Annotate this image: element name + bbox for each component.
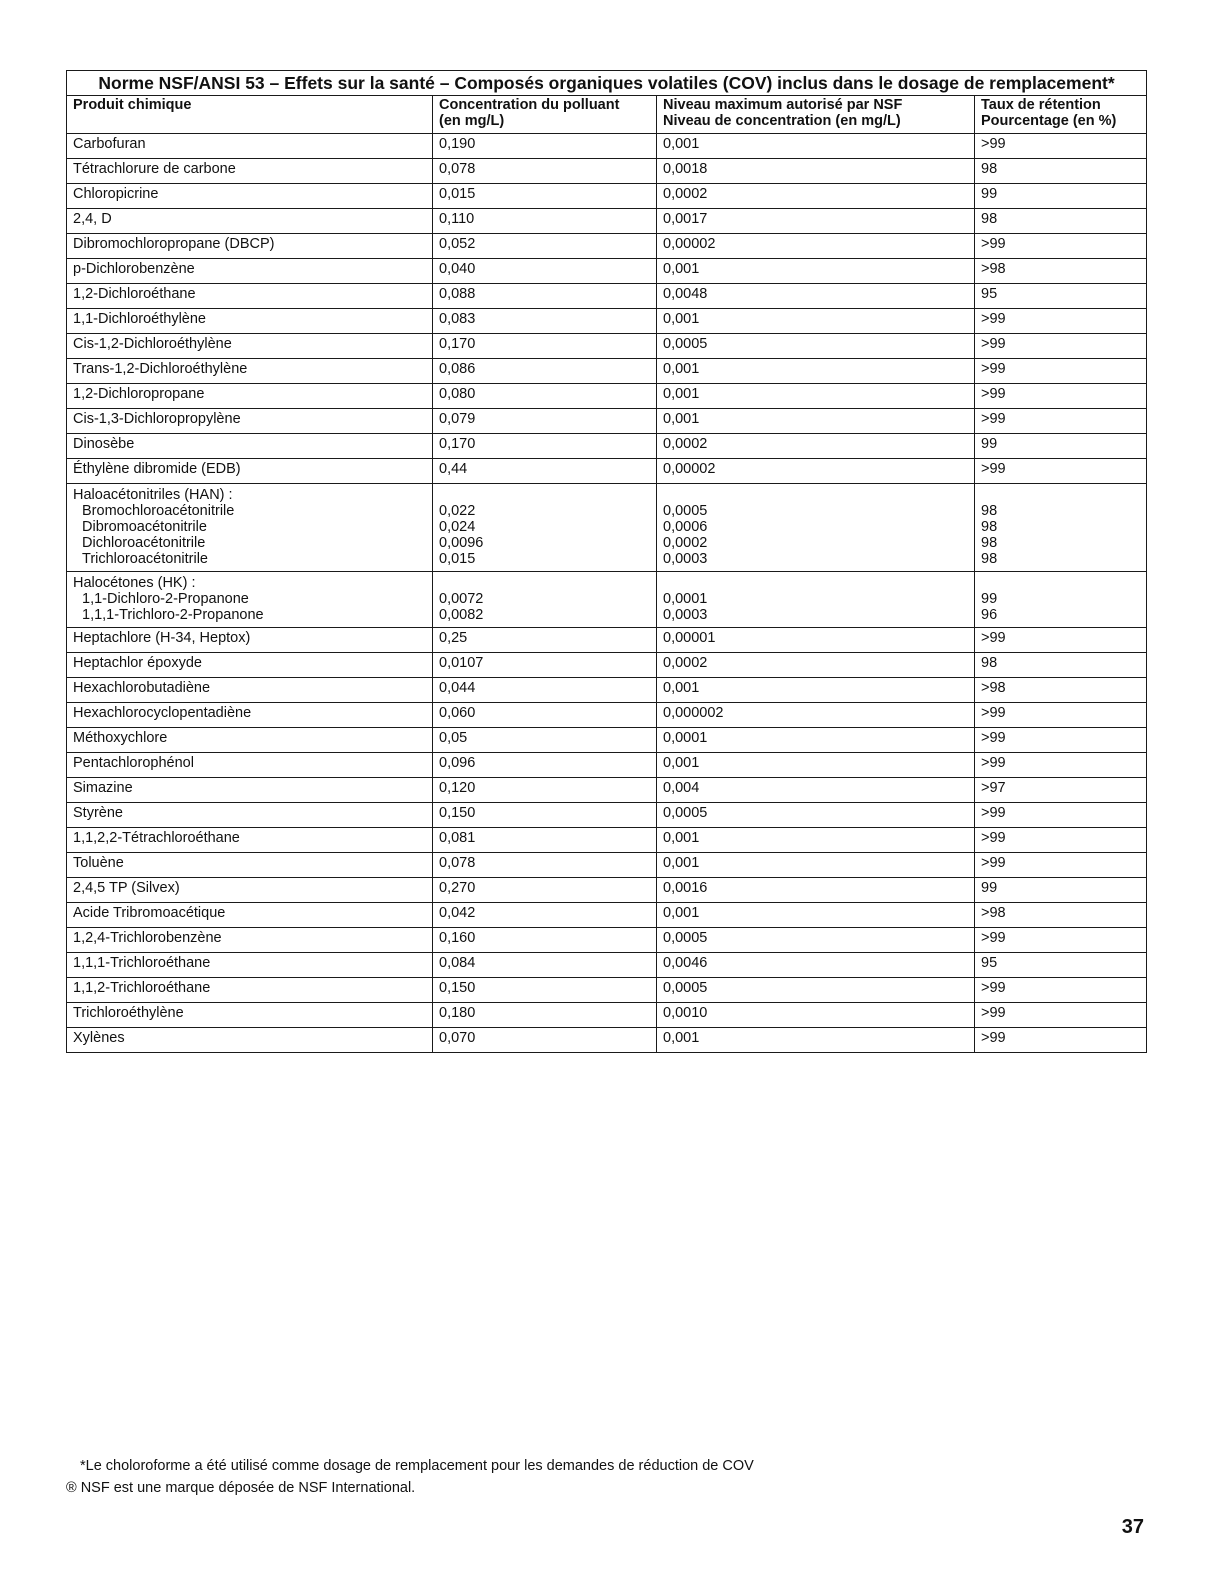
cell-chemical	[67, 484, 433, 572]
cell-max-level: 0,00002	[657, 459, 975, 484]
table-row	[67, 803, 1147, 828]
footnote-chloroform: *Le choloroforme a été utilisé comme dosage de remplacement pour les demandes de réduction de COV	[80, 1458, 754, 1474]
cell-reduction: 95	[975, 284, 1147, 309]
group-item-value: 0,0002	[663, 535, 708, 551]
cell-max-level: 0,00002	[657, 234, 975, 259]
header-line: (en mg/L)	[439, 113, 505, 129]
page-number: 37	[1121, 1516, 1144, 1538]
group-item-value: 96	[981, 607, 998, 623]
cell-max-level: 0,000002	[657, 703, 975, 728]
group-item-value: 0,0082	[439, 607, 484, 623]
footnote-trademark: ® NSF est une marque déposée de NSF International.	[66, 1480, 416, 1496]
cell-max-level: 0,001	[657, 828, 975, 853]
cell-max-level: 0,001	[657, 409, 975, 434]
cell-reduction: >99	[975, 703, 1147, 728]
cell-concentration	[433, 572, 657, 628]
group-label: Haloacétonitriles (HAN) :	[73, 487, 233, 503]
cell-chemical: Heptachlor époxyde	[67, 653, 433, 678]
cell-reduction: >99	[975, 409, 1147, 434]
cell-max-level: 0,0005	[657, 978, 975, 1003]
cell-max-level: 0,0046	[657, 953, 975, 978]
cell-reduction: >99	[975, 234, 1147, 259]
cell-max-level: 0,001	[657, 678, 975, 703]
group-item-value: 98	[981, 519, 998, 535]
table-group-row	[67, 572, 1147, 628]
cell-reduction: >99	[975, 384, 1147, 409]
cell-chemical: Tétrachlorure de carbone	[67, 159, 433, 184]
cell-reduction: >99	[975, 753, 1147, 778]
cell-concentration: 0,015	[433, 184, 657, 209]
group-item-name: 1,1-Dichloro-2-Propanone	[82, 591, 249, 607]
cell-concentration: 0,25	[433, 628, 657, 653]
table-row	[67, 1003, 1147, 1028]
table-row	[67, 878, 1147, 903]
cell-concentration: 0,040	[433, 259, 657, 284]
cell-reduction: 98	[975, 653, 1147, 678]
table-row	[67, 159, 1147, 184]
table-row	[67, 978, 1147, 1003]
cell-concentration: 0,120	[433, 778, 657, 803]
cell-chemical: Carbofuran	[67, 134, 433, 159]
group-item-value: 99	[981, 591, 998, 607]
cell-max-level: 0,001	[657, 309, 975, 334]
cell-max-level: 0,001	[657, 903, 975, 928]
table-row	[67, 384, 1147, 409]
cell-concentration: 0,170	[433, 434, 657, 459]
group-item-value: 0,022	[439, 503, 476, 519]
cell-reduction: >97	[975, 778, 1147, 803]
cell-chemical: Pentachlorophénol	[67, 753, 433, 778]
cell-max-level: 0,001	[657, 359, 975, 384]
cell-chemical: Cis-1,2-Dichloroéthylène	[67, 334, 433, 359]
cell-chemical: Dibromochloropropane (DBCP)	[67, 234, 433, 259]
header-line: Produit chimique	[73, 97, 192, 113]
cell-max-level: 0,00001	[657, 628, 975, 653]
cell-max-level: 0,0005	[657, 928, 975, 953]
cell-concentration: 0,080	[433, 384, 657, 409]
cell-chemical: Xylènes	[67, 1028, 433, 1053]
cell-concentration: 0,05	[433, 728, 657, 753]
cell-chemical: 1,2-Dichloroéthane	[67, 284, 433, 309]
cell-max-level	[657, 572, 975, 628]
cell-reduction: >99	[975, 803, 1147, 828]
cell-concentration: 0,096	[433, 753, 657, 778]
table-row	[67, 284, 1147, 309]
cell-concentration: 0,44	[433, 459, 657, 484]
cell-max-level: 0,004	[657, 778, 975, 803]
table-row	[67, 753, 1147, 778]
cell-max-level: 0,001	[657, 259, 975, 284]
cell-reduction: >99	[975, 978, 1147, 1003]
group-item-value: 98	[981, 535, 998, 551]
cell-reduction: 99	[975, 878, 1147, 903]
cell-reduction: >98	[975, 903, 1147, 928]
cell-max-level: 0,0002	[657, 653, 975, 678]
cell-max-level: 0,001	[657, 853, 975, 878]
cell-chemical: Simazine	[67, 778, 433, 803]
cell-concentration: 0,150	[433, 803, 657, 828]
cell-max-level: 0,0018	[657, 159, 975, 184]
table-row	[67, 728, 1147, 753]
cell-reduction	[975, 484, 1147, 572]
cell-chemical: Styrène	[67, 803, 433, 828]
header-line: Niveau maximum autorisé par NSF	[663, 97, 903, 113]
cell-reduction: >99	[975, 1003, 1147, 1028]
cell-chemical: 1,1,1-Trichloroéthane	[67, 953, 433, 978]
table-row	[67, 828, 1147, 853]
cell-concentration: 0,110	[433, 209, 657, 234]
cell-max-level: 0,0005	[657, 803, 975, 828]
header-line: Taux de rétention	[981, 97, 1101, 113]
cell-concentration: 0,150	[433, 978, 657, 1003]
cell-chemical: 1,1,2-Trichloroéthane	[67, 978, 433, 1003]
cell-concentration: 0,270	[433, 878, 657, 903]
voc-reduction-table	[66, 70, 1147, 1053]
group-item-value: 0,0072	[439, 591, 484, 607]
table-title: Norme NSF/ANSI 53 – Effets sur la santé – Composés organiques volatiles (COV) inclus dans le dosage de remplacement*	[67, 71, 1147, 96]
table-header-row	[67, 96, 1147, 134]
cell-max-level: 0,0017	[657, 209, 975, 234]
table-row	[67, 184, 1147, 209]
cell-chemical: Chloropicrine	[67, 184, 433, 209]
cell-max-level: 0,0002	[657, 184, 975, 209]
cell-concentration: 0,0107	[433, 653, 657, 678]
table-row	[67, 928, 1147, 953]
cell-concentration: 0,052	[433, 234, 657, 259]
cell-concentration: 0,060	[433, 703, 657, 728]
cell-concentration: 0,088	[433, 284, 657, 309]
cell-chemical: Heptachlore (H-34, Heptox)	[67, 628, 433, 653]
group-item-value: 0,0096	[439, 535, 484, 551]
cell-chemical: 1,1-Dichloroéthylène	[67, 309, 433, 334]
group-item-value: 0,0001	[663, 591, 708, 607]
cell-reduction: >99	[975, 334, 1147, 359]
cell-reduction: >99	[975, 853, 1147, 878]
cell-concentration: 0,190	[433, 134, 657, 159]
cell-reduction: >99	[975, 928, 1147, 953]
cell-reduction: >99	[975, 134, 1147, 159]
table-row	[67, 359, 1147, 384]
cell-chemical: p-Dichlorobenzène	[67, 259, 433, 284]
cell-max-level: 0,001	[657, 134, 975, 159]
table-row	[67, 134, 1147, 159]
cell-reduction: 95	[975, 953, 1147, 978]
table-row	[67, 234, 1147, 259]
group-item-value: 0,0003	[663, 551, 708, 567]
group-item-value: 0,024	[439, 519, 476, 535]
cell-chemical: Hexachlorocyclopentadiène	[67, 703, 433, 728]
cell-reduction: 98	[975, 209, 1147, 234]
cell-chemical: Méthoxychlore	[67, 728, 433, 753]
cell-max-level: 0,0016	[657, 878, 975, 903]
cell-chemical	[67, 572, 433, 628]
table-row	[67, 678, 1147, 703]
cell-chemical: 2,4, D	[67, 209, 433, 234]
table-row	[67, 903, 1147, 928]
header-concentration	[433, 96, 657, 134]
cell-max-level: 0,0010	[657, 1003, 975, 1028]
cell-chemical: Trans-1,2-Dichloroéthylène	[67, 359, 433, 384]
cell-chemical: Dinosèbe	[67, 434, 433, 459]
table-row	[67, 653, 1147, 678]
cell-reduction: >98	[975, 678, 1147, 703]
cell-max-level: 0,0002	[657, 434, 975, 459]
cell-concentration: 0,078	[433, 159, 657, 184]
cell-max-level	[657, 484, 975, 572]
cell-reduction: >99	[975, 459, 1147, 484]
group-item-value: 98	[981, 551, 998, 567]
table-row	[67, 209, 1147, 234]
cell-concentration: 0,079	[433, 409, 657, 434]
group-item-name: Dichloroacétonitrile	[82, 535, 206, 551]
table-row	[67, 409, 1147, 434]
cell-max-level: 0,0005	[657, 334, 975, 359]
cell-max-level: 0,0001	[657, 728, 975, 753]
cell-max-level: 0,001	[657, 753, 975, 778]
cell-concentration: 0,070	[433, 1028, 657, 1053]
table-row	[67, 703, 1147, 728]
group-item-value: 0,015	[439, 551, 476, 567]
cell-chemical: 2,4,5 TP (Silvex)	[67, 878, 433, 903]
table-row	[67, 778, 1147, 803]
table-row	[67, 853, 1147, 878]
cell-concentration: 0,042	[433, 903, 657, 928]
table-row	[67, 953, 1147, 978]
group-label: Halocétones (HK) :	[73, 575, 196, 591]
cell-max-level: 0,001	[657, 1028, 975, 1053]
header-line: Niveau de concentration (en mg/L)	[663, 113, 901, 129]
table-row	[67, 259, 1147, 284]
table-row	[67, 434, 1147, 459]
table-row	[67, 459, 1147, 484]
table-row	[67, 628, 1147, 653]
cell-reduction	[975, 572, 1147, 628]
cell-chemical: Acide Tribromoacétique	[67, 903, 433, 928]
header-reduction	[975, 96, 1147, 134]
cell-concentration: 0,180	[433, 1003, 657, 1028]
group-item-name: Dibromoacétonitrile	[82, 519, 207, 535]
cell-reduction: 98	[975, 159, 1147, 184]
cell-chemical: Cis-1,3-Dichloropropylène	[67, 409, 433, 434]
cell-max-level: 0,001	[657, 384, 975, 409]
header-line: Pourcentage (en %)	[981, 113, 1117, 129]
cell-chemical: Éthylène dibromide (EDB)	[67, 459, 433, 484]
cell-concentration: 0,170	[433, 334, 657, 359]
cell-concentration: 0,078	[433, 853, 657, 878]
cell-concentration: 0,083	[433, 309, 657, 334]
header-chemical	[67, 96, 433, 134]
cell-reduction: 99	[975, 434, 1147, 459]
cell-chemical: Trichloroéthylène	[67, 1003, 433, 1028]
cell-chemical: Hexachlorobutadiène	[67, 678, 433, 703]
group-item-value: 0,0005	[663, 503, 708, 519]
cell-chemical: 1,2,4-Trichlorobenzène	[67, 928, 433, 953]
table-group-row	[67, 484, 1147, 572]
cell-chemical: Toluène	[67, 853, 433, 878]
cell-concentration	[433, 484, 657, 572]
cell-concentration: 0,086	[433, 359, 657, 384]
cell-reduction: >99	[975, 628, 1147, 653]
table-row	[67, 334, 1147, 359]
cell-reduction: >99	[975, 728, 1147, 753]
cell-reduction: >99	[975, 359, 1147, 384]
group-item-value: 0,0003	[663, 607, 708, 623]
table-row	[67, 309, 1147, 334]
group-item-name: Bromochloroacétonitrile	[82, 503, 235, 519]
header-line: Concentration du polluant	[439, 97, 620, 113]
table-row	[67, 1028, 1147, 1053]
cell-concentration: 0,084	[433, 953, 657, 978]
cell-reduction: >99	[975, 1028, 1147, 1053]
group-item-name: Trichloroacétonitrile	[82, 551, 208, 567]
cell-reduction: >99	[975, 309, 1147, 334]
cell-chemical: 1,1,2,2-Tétrachloroéthane	[67, 828, 433, 853]
cell-concentration: 0,044	[433, 678, 657, 703]
group-item-name: 1,1,1-Trichloro-2-Propanone	[82, 607, 264, 623]
cell-reduction: >99	[975, 828, 1147, 853]
cell-reduction: >98	[975, 259, 1147, 284]
cell-concentration: 0,081	[433, 828, 657, 853]
cell-reduction: 99	[975, 184, 1147, 209]
group-item-value: 0,0006	[663, 519, 708, 535]
cell-chemical: 1,2-Dichloropropane	[67, 384, 433, 409]
header-max-level	[657, 96, 975, 134]
group-item-value: 98	[981, 503, 998, 519]
cell-max-level: 0,0048	[657, 284, 975, 309]
cell-concentration: 0,160	[433, 928, 657, 953]
